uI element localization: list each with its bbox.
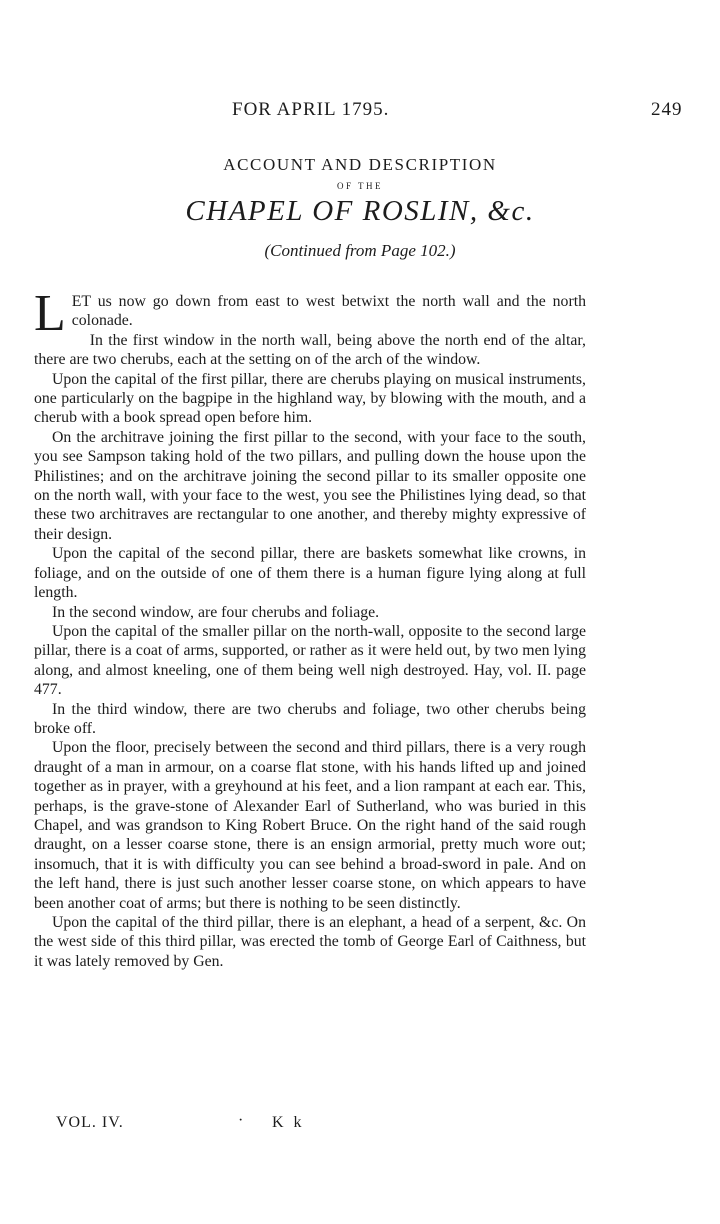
page-footer	[0, 1114, 720, 1136]
article-title-block	[100, 155, 620, 262]
paragraph: In the first window in the north wall, being above the north end of the altar, there are two cherubs, each at the setting on of the arch of the window.	[34, 331, 586, 369]
paragraph: On the architrave joining the first pillar to the second, with your face to the south, you see Sampson taking hold of the two pillars, and pulling down the house upon the Philistines; and on the architrave joining the second pillar to its smaller opposite one on the north wall, with your face to the west, you see the Philistines lying dead, so that these two architraves are rectangular to one another, and thereby mighty expressive of their design.	[34, 428, 586, 543]
article-title-line1: ACCOUNT AND DESCRIPTION	[223, 155, 497, 174]
paragraph: Upon the capital of the smaller pillar on the north-wall, opposite to the second large pillar, there is a coat of arms, supported, or rather as it were held out, by two men lying along, and almost kneeling, one of them being well nigh destroyed. Hay, vol. II. page 477.	[34, 622, 586, 699]
running-title: FOR APRIL 1795.	[232, 99, 390, 120]
article-title-line2: OF THE	[336, 181, 384, 191]
paragraph	[34, 285, 586, 342]
paragraph: In the third window, there are two cherubs and foliage, two other cherubs being broke off.	[34, 700, 586, 737]
continuation-note: (Continued from Page 102.)	[264, 241, 456, 260]
paragraph: Upon the floor, precisely between the second and third pillars, there is a very rough draught of a man in armour, on a coarse flat stone, with his hands lifted up and joined together as in prayer, with a greyhound at his feet, and a lion rampant at each ear. This, perhaps, is the grave-stone of Alexander Earl of Sutherland, who was buried in this Chapel, and was grandson to King Robert Bruce. On the right hand of the said rough draught, on a lesser coarse stone, there is an ensign armorial, pretty much wore out; insomuch, that it is with difficulty you can see behind a broad-sword in pale. And on the left hand, there is just such another lesser coarse stone, on which appears to have been another coat of arms; but there is nothing to be seen distinctly.	[34, 739, 586, 912]
page-number: 249	[651, 99, 683, 120]
paragraph: Upon the capital of the second pillar, there are baskets somewhat like crowns, in foliage, and on the outside of one of them there is a human figure lying along at full length.	[34, 545, 586, 602]
drop-cap: L	[34, 285, 66, 342]
running-head	[0, 99, 720, 123]
paragraph-text: ET us now go down from east to west betwixt the north wall and the north colonade.	[71, 293, 586, 330]
article-body	[34, 285, 586, 971]
volume-label: VOL. IV.	[56, 1114, 124, 1131]
article-title-line3: CHAPEL OF ROSLIN, &c.	[185, 195, 535, 227]
signature-mark: K k	[272, 1114, 305, 1131]
paragraph: Upon the capital of the first pillar, there are cherubs playing on musical instruments, one particularly on the bagpipe in the highland way, by blowing with the mouth, and a cherub with a book spread open before him.	[34, 370, 586, 427]
paragraph: Upon the capital of the third pillar, there is an elephant, a head of a serpent, &c. On the west side of this third pillar, was erected the tomb of George Earl of Caithness, but it was lately removed by Gen.	[34, 914, 586, 970]
paragraph: In the second window, are four cherubs and foliage.	[52, 603, 380, 621]
footer-dot: ·	[238, 1112, 244, 1129]
